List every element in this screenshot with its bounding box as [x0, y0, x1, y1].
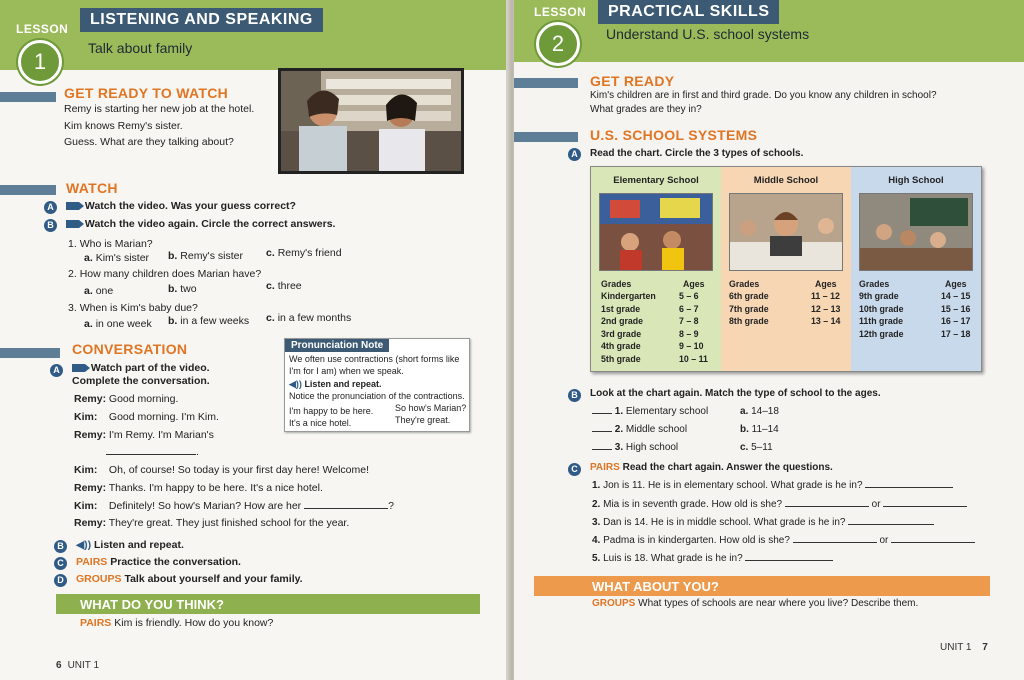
answer-option[interactable]: c. Remy's friend: [266, 247, 342, 259]
grade-label: 8th grade: [729, 316, 769, 326]
lesson-title: PRACTICAL SKILLS: [598, 0, 779, 24]
wdyt-text: PAIRS Kim is friendly. How do you know?: [80, 617, 274, 629]
age-range: 11 – 12: [811, 291, 840, 301]
grades-header: Grades: [859, 279, 890, 289]
match-option: b. 11–14: [740, 424, 779, 435]
section-tab: [0, 348, 60, 358]
groups-talk: GROUPS Talk about yourself and your family.: [76, 573, 303, 585]
classroom-photo: [859, 193, 973, 271]
get-ready-line: Kim knows Remy's sister.: [64, 120, 183, 132]
pronunciation-note: [284, 338, 470, 432]
dialog-line: Remy: They're great. They just finished school for the year.: [74, 517, 350, 529]
step-badge-c: C: [54, 557, 67, 570]
question-text: 1. Who is Marian?: [68, 238, 153, 250]
watch-heading: WATCH: [66, 180, 118, 196]
lesson-number: 2: [536, 22, 580, 66]
answer-option[interactable]: c. three: [266, 280, 302, 292]
section-tab: [0, 185, 56, 195]
fill-blank[interactable]: .: [106, 446, 199, 458]
step-badge-b: B: [568, 389, 581, 402]
wdyt-heading: WHAT DO YOU THINK?: [80, 597, 224, 612]
left-footer: 6 UNIT 1: [56, 660, 100, 671]
pairs-practice: PAIRS Practice the conversation.: [76, 556, 241, 568]
classroom-photo: [729, 193, 843, 271]
answer-blank[interactable]: [891, 542, 975, 543]
classroom-photo: [599, 193, 713, 271]
age-range: 9 – 10: [679, 341, 704, 351]
dialog-line: Kim: Definitely! So how's Marian? How are her ?: [74, 500, 394, 512]
school-chart: [590, 166, 982, 372]
pairs-question: 5. Luis is 18. What grade is he in?: [592, 553, 833, 564]
grade-label: 6th grade: [729, 291, 769, 301]
get-ready-line: Kim's children are in first and third grade. Do you know any children in school?: [590, 90, 937, 101]
match-item[interactable]: 2. Middle school: [592, 424, 687, 435]
pron-line: I'm for I am) when we speak.: [289, 366, 404, 376]
dialog-line: Remy: Good morning.: [74, 393, 179, 405]
step-badge-b: B: [54, 540, 67, 553]
video-icon: [66, 202, 79, 210]
systems-instruction: Read the chart. Circle the 3 types of schools.: [590, 148, 804, 159]
watch-step-b: Watch the video again. Circle the correct answers.: [66, 218, 335, 230]
dialog-line: Kim: Good morning. I'm Kim.: [74, 411, 219, 423]
section-tab: [514, 78, 578, 88]
pronunciation-title: Pronunciation Note: [285, 339, 389, 352]
dialog-line: Remy: I'm Remy. I'm Marian's: [74, 429, 214, 441]
lesson-title: LISTENING AND SPEAKING: [80, 8, 323, 32]
age-range: 12 – 13: [811, 303, 841, 314]
answer-blank[interactable]: [785, 506, 869, 507]
pairs-instruction: PAIRS Read the chart again. Answer the questions.: [590, 462, 833, 473]
age-range: 15 – 16: [941, 303, 971, 314]
conversation-step-a: Watch part of the video.: [72, 362, 210, 374]
get-ready-heading: GET READY TO WATCH: [64, 85, 229, 101]
grade-label: 11th grade: [859, 316, 904, 326]
school-systems-heading: U.S. SCHOOL SYSTEMS: [590, 127, 758, 143]
pairs-question: 4. Padma is in kindergarten. How old is she? or: [592, 535, 975, 546]
section-tab: [514, 132, 578, 142]
pairs-question: 1. Jon is 11. He is in elementary school. What grade is he in?: [592, 480, 953, 491]
answer-blank[interactable]: [883, 506, 967, 507]
match-instruction: Look at the chart again. Match the type of school to the ages.: [590, 388, 881, 399]
lesson-subtitle: Understand U.S. school systems: [606, 26, 810, 42]
listen-repeat: ◀)) Listen and repeat.: [76, 539, 184, 551]
grade-label: Kindergarten: [601, 291, 656, 301]
pron-example: I'm happy to be here.: [289, 406, 374, 416]
pairs-question: 2. Mia is in seventh grade. How old is she? or: [592, 499, 967, 510]
pron-listen: ◀)) Listen and repeat.: [289, 379, 382, 389]
wyou-heading: WHAT ABOUT YOU?: [592, 579, 719, 594]
conversation-step-a-2: Complete the conversation.: [72, 375, 210, 387]
step-badge-d: D: [54, 574, 67, 587]
answer-option[interactable]: b. Remy's sister: [168, 250, 243, 262]
match-option: a. 14–18: [740, 406, 779, 417]
grade-label: 4th grade: [601, 341, 641, 351]
lesson-subtitle: Talk about family: [88, 40, 193, 56]
grade-label: 5th grade: [601, 353, 641, 364]
age-range: 14 – 15: [941, 291, 971, 301]
question-text: 3. When is Kim's baby due?: [68, 302, 198, 314]
age-range: 10 – 11: [679, 353, 708, 364]
video-icon: [72, 364, 85, 372]
answer-blank[interactable]: [848, 524, 934, 525]
answer-option[interactable]: b. in a few weeks: [168, 315, 250, 327]
dialog-line: Remy: Thanks. I'm happy to be here. It's a nice hotel.: [74, 482, 323, 494]
age-range: 5 – 6: [679, 291, 699, 301]
chart-column-high: [851, 167, 981, 371]
hotel-photo: [278, 68, 464, 174]
lesson-label: LESSON: [16, 22, 69, 36]
chart-column-middle: [721, 167, 851, 371]
speaker-icon: ◀)): [289, 379, 302, 389]
get-ready-heading: GET READY: [590, 73, 675, 89]
answer-option[interactable]: b. two: [168, 283, 197, 295]
grades-header: Grades: [729, 279, 760, 289]
match-item[interactable]: 3. High school: [592, 442, 678, 453]
ages-header: Ages: [683, 279, 705, 289]
question-text: 2. How many children does Marian have?: [68, 268, 262, 280]
answer-option[interactable]: c. in a few months: [266, 312, 352, 324]
age-range: 6 – 7: [679, 303, 699, 314]
ages-header: Ages: [945, 279, 967, 289]
pron-example: So how's Marian?: [395, 403, 467, 413]
step-badge-b: B: [44, 219, 57, 232]
grade-label: 12th grade: [859, 328, 904, 339]
grades-header: Grades: [601, 279, 632, 289]
watch-step-a: Watch the video. Was your guess correct?: [66, 200, 296, 212]
grade-label: 1st grade: [601, 303, 641, 314]
grade-label: 2nd grade: [601, 316, 644, 326]
age-range: 13 – 14: [811, 316, 841, 326]
age-range: 7 – 8: [679, 316, 699, 326]
column-title: High School: [888, 175, 944, 186]
grade-label: 3rd grade: [601, 328, 642, 339]
lesson-number: 1: [18, 40, 62, 84]
column-title: Elementary School: [613, 175, 699, 186]
right-footer: UNIT 1 7: [940, 642, 988, 653]
wyou-text: GROUPS What types of schools are near where you live? Describe them.: [592, 598, 919, 609]
answer-option[interactable]: a. in one week: [84, 318, 152, 330]
grade-label: 9th grade: [859, 291, 899, 301]
age-range: 16 – 17: [941, 316, 971, 326]
answer-blank[interactable]: [745, 560, 833, 561]
get-ready-line: Guess. What are they talking about?: [64, 136, 234, 148]
step-badge-a: A: [568, 148, 581, 161]
dialog-line: Kim: Oh, of course! So today is your first day here! Welcome!: [74, 464, 370, 476]
answer-option[interactable]: a. one: [84, 285, 114, 297]
answer-blank[interactable]: [793, 542, 877, 543]
step-badge-c: C: [568, 463, 581, 476]
pron-line: Notice the pronunciation of the contractions.: [289, 391, 465, 401]
left-page: [0, 0, 510, 680]
fill-blank[interactable]: [304, 508, 388, 509]
pron-example: They're great.: [395, 415, 451, 425]
age-range: 8 – 9: [679, 328, 699, 339]
conversation-heading: CONVERSATION: [72, 341, 188, 357]
match-option: c. 5–11: [740, 442, 773, 453]
answer-blank[interactable]: [865, 487, 953, 488]
chart-column-elementary: [591, 167, 721, 371]
pron-example: It's a nice hotel.: [289, 418, 352, 428]
grade-label: 10th grade: [859, 303, 904, 314]
step-badge-a: A: [50, 364, 63, 377]
pron-line: We often use contractions (short forms like: [289, 354, 460, 364]
get-ready-line: Remy is starting her new job at the hotel.: [64, 103, 255, 115]
match-item[interactable]: 1. Elementary school: [592, 406, 708, 417]
video-icon: [66, 220, 79, 228]
pairs-question: 3. Dan is 14. He is in middle school. What grade is he in?: [592, 517, 934, 528]
section-tab: [0, 92, 56, 102]
get-ready-line: What grades are they in?: [590, 104, 702, 115]
age-range: 17 – 18: [941, 328, 971, 339]
grade-label: 7th grade: [729, 303, 769, 314]
step-badge-a: A: [44, 201, 57, 214]
ages-header: Ages: [815, 279, 837, 289]
speaker-icon: ◀)): [76, 539, 92, 551]
column-title: Middle School: [753, 175, 819, 186]
answer-option[interactable]: a. Kim's sister: [84, 252, 150, 264]
lesson-label: LESSON: [534, 5, 587, 19]
